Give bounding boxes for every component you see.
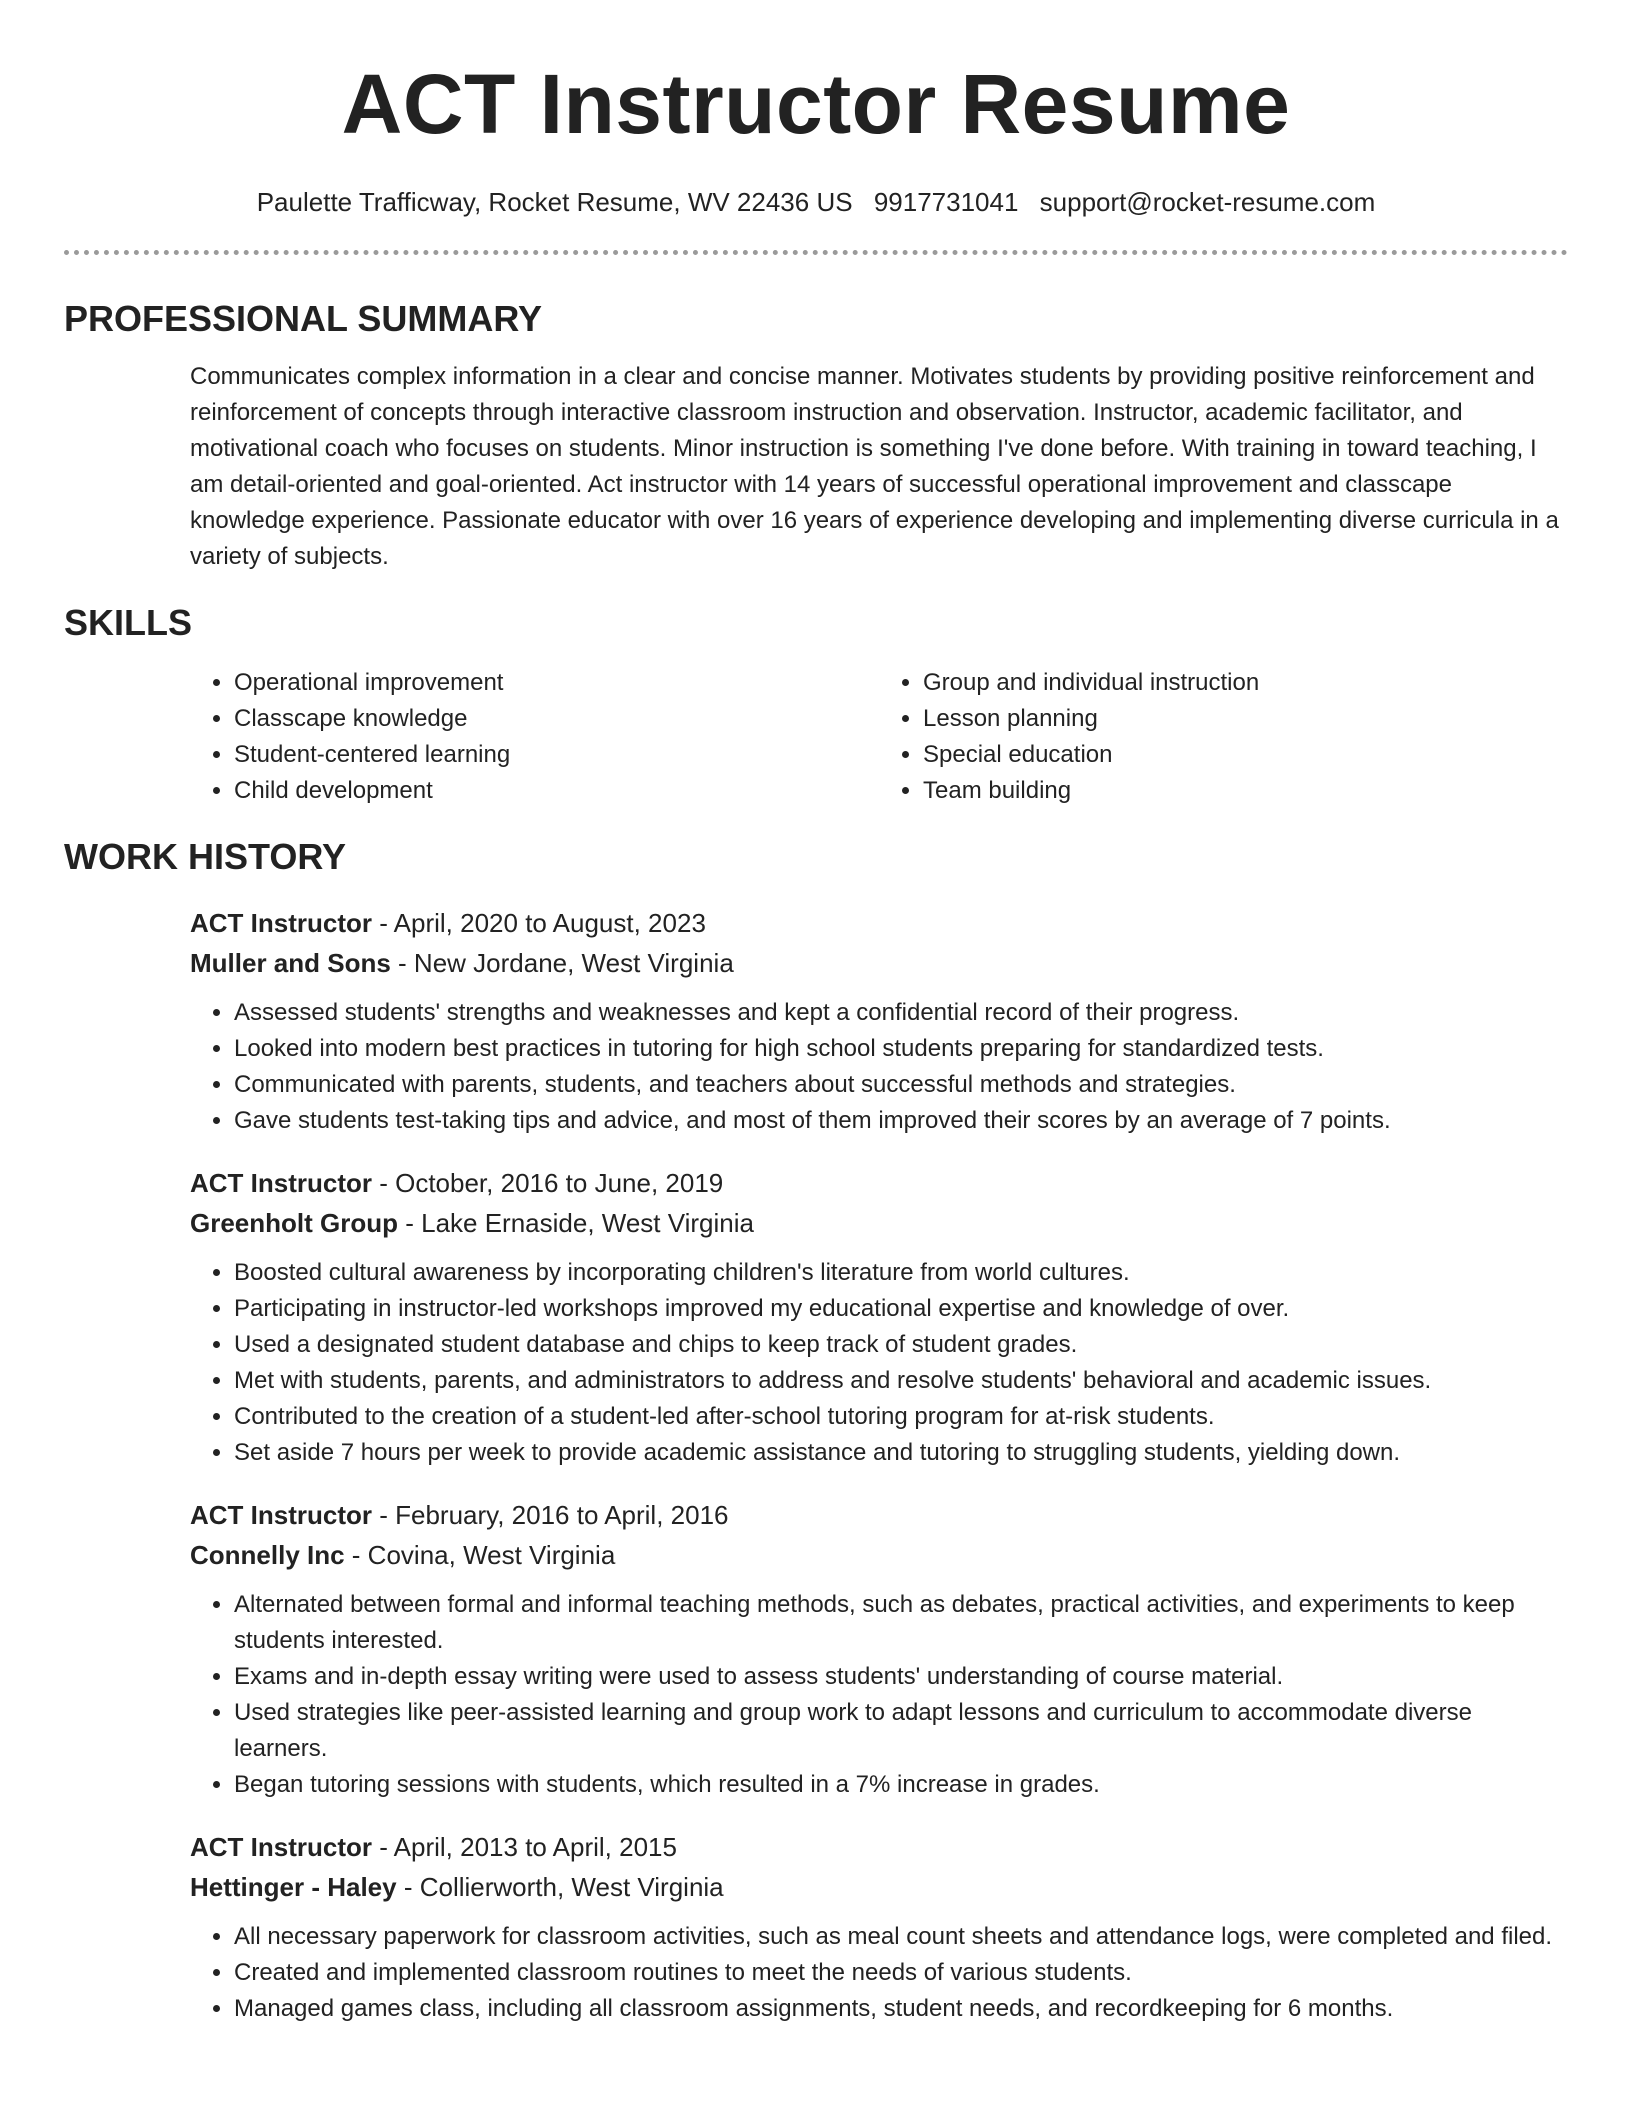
job-bullet: • Boosted cultural awareness by incorporating children's literature from world cultures. bbox=[234, 1255, 1568, 1291]
skills-heading: SKILLS bbox=[64, 602, 193, 643]
job-title-line bbox=[190, 1163, 1568, 1203]
job-bullet: • Met with students, parents, and administrators to address and resolve students' behavioral and academic issues. bbox=[234, 1363, 1568, 1399]
contact-email: support@rocket-resume.com bbox=[1039, 187, 1376, 217]
job-bullet: • Assessed students' strengths and weaknesses and kept a confidential record of their progress. bbox=[234, 995, 1568, 1031]
job-bullets bbox=[190, 1255, 1568, 1471]
job-location: - New Jordane, West Virginia bbox=[390, 948, 734, 978]
job-bullet: • Managed games class, including all classroom assignments, student needs, and recordkeeping for 6 months. bbox=[234, 1991, 1568, 2027]
job-bullet: • Participating in instructor-led workshops improved my educational expertise and knowledge of over. bbox=[234, 1291, 1568, 1327]
header-divider bbox=[64, 250, 1568, 255]
skills-column-right bbox=[879, 665, 1568, 809]
job-company: Muller and Sons bbox=[190, 948, 391, 978]
job-entry bbox=[190, 1495, 1568, 1803]
job-location: - Covina, West Virginia bbox=[344, 1540, 616, 1570]
skill-item: • Group and individual instruction bbox=[923, 665, 1568, 701]
job-title: ACT Instructor bbox=[190, 1832, 372, 1862]
job-bullet: • Exams and in-depth essay writing were used to assess students' understanding of course material. bbox=[234, 1659, 1568, 1695]
job-bullet: • Began tutoring sessions with students, which resulted in a 7% increase in grades. bbox=[234, 1767, 1568, 1803]
job-bullets bbox=[190, 995, 1568, 1139]
job-bullet: • Used strategies like peer-assisted learning and group work to adapt lessons and curriculum to accommodate diverse learners. bbox=[234, 1695, 1568, 1767]
job-dates: - April, 2020 to August, 2023 bbox=[372, 908, 706, 938]
job-bullet: • All necessary paperwork for classroom activities, such as meal count sheets and attendance logs, were completed and filed. bbox=[234, 1919, 1568, 1955]
job-bullet: • Used a designated student database and chips to keep track of student grades. bbox=[234, 1327, 1568, 1363]
work-history-heading: WORK HISTORY bbox=[64, 836, 347, 877]
job-bullet: • Created and implemented classroom routines to meet the needs of various students. bbox=[234, 1955, 1568, 1991]
contact-address: Paulette Trafficway, Rocket Resume, WV 22436 US bbox=[256, 187, 853, 217]
skill-item: • Student-centered learning bbox=[234, 737, 879, 773]
summary-text: Communicates complex information in a clear and concise manner. Motivates students by providing positive reinforcement and reinforcement of concepts through interactive classroom instruction and observation. Instructor, academic facilitator, and motivational coach who focuses on students. Minor instruction is something I've done before. With training in toward teaching, I am detail-oriented and goal-oriented. Act instructor with 14 years of successful operational improvement and classcape knowledge experience. Passionate educator with over 16 years of experience developing and implementing diverse curricula in a variety of subjects. bbox=[190, 363, 1559, 570]
job-title: ACT Instructor bbox=[190, 1168, 372, 1198]
skill-item: • Operational improvement bbox=[234, 665, 879, 701]
job-dates: - February, 2016 to April, 2016 bbox=[372, 1500, 729, 1530]
job-title: ACT Instructor bbox=[190, 1500, 372, 1530]
contact-line bbox=[64, 184, 1568, 220]
job-company: Hettinger - Haley bbox=[190, 1872, 397, 1902]
job-entry bbox=[190, 1827, 1568, 2027]
job-entry bbox=[190, 903, 1568, 1139]
skill-item: • Classcape knowledge bbox=[234, 701, 879, 737]
job-company-line bbox=[190, 1867, 1568, 1907]
job-title-line bbox=[190, 903, 1568, 943]
job-company: Greenholt Group bbox=[190, 1208, 398, 1238]
job-bullet: • Communicated with parents, students, and teachers about successful methods and strategies. bbox=[234, 1067, 1568, 1103]
job-company: Connelly Inc bbox=[190, 1540, 345, 1570]
job-entry bbox=[190, 1163, 1568, 1471]
job-bullet: • Gave students test-taking tips and advice, and most of them improved their scores by an average of 7 points. bbox=[234, 1103, 1568, 1139]
job-bullet: • Set aside 7 hours per week to provide academic assistance and tutoring to struggling students, yielding down. bbox=[234, 1435, 1568, 1471]
job-company-line bbox=[190, 1535, 1568, 1575]
job-title-line bbox=[190, 1495, 1568, 1535]
job-title-line bbox=[190, 1827, 1568, 1867]
job-title: ACT Instructor bbox=[190, 908, 372, 938]
job-bullet: • Looked into modern best practices in tutoring for high school students preparing for standardized tests. bbox=[234, 1031, 1568, 1067]
skill-item: • Lesson planning bbox=[923, 701, 1568, 737]
resume-title: ACT Instructor Resume bbox=[341, 57, 1291, 151]
job-company-line bbox=[190, 1203, 1568, 1243]
skill-item: • Child development bbox=[234, 773, 879, 809]
skills-column-left bbox=[190, 665, 879, 809]
skill-item: • Team building bbox=[923, 773, 1568, 809]
job-location: - Collierworth, West Virginia bbox=[396, 1872, 724, 1902]
job-dates: - April, 2013 to April, 2015 bbox=[372, 1832, 677, 1862]
job-bullet: • Alternated between formal and informal teaching methods, such as debates, practical activities, and experiments to keep students interested. bbox=[234, 1587, 1568, 1659]
job-bullets bbox=[190, 1919, 1568, 2027]
job-dates: - October, 2016 to June, 2019 bbox=[372, 1168, 724, 1198]
job-company-line bbox=[190, 943, 1568, 983]
contact-phone: 9917731041 bbox=[873, 187, 1019, 217]
job-bullets bbox=[190, 1587, 1568, 1803]
job-bullet: • Contributed to the creation of a student-led after-school tutoring program for at-risk students. bbox=[234, 1399, 1568, 1435]
skill-item: • Special education bbox=[923, 737, 1568, 773]
summary-heading: PROFESSIONAL SUMMARY bbox=[64, 298, 543, 339]
skills-list bbox=[190, 665, 1568, 809]
job-location: - Lake Ernaside, West Virginia bbox=[398, 1208, 754, 1238]
